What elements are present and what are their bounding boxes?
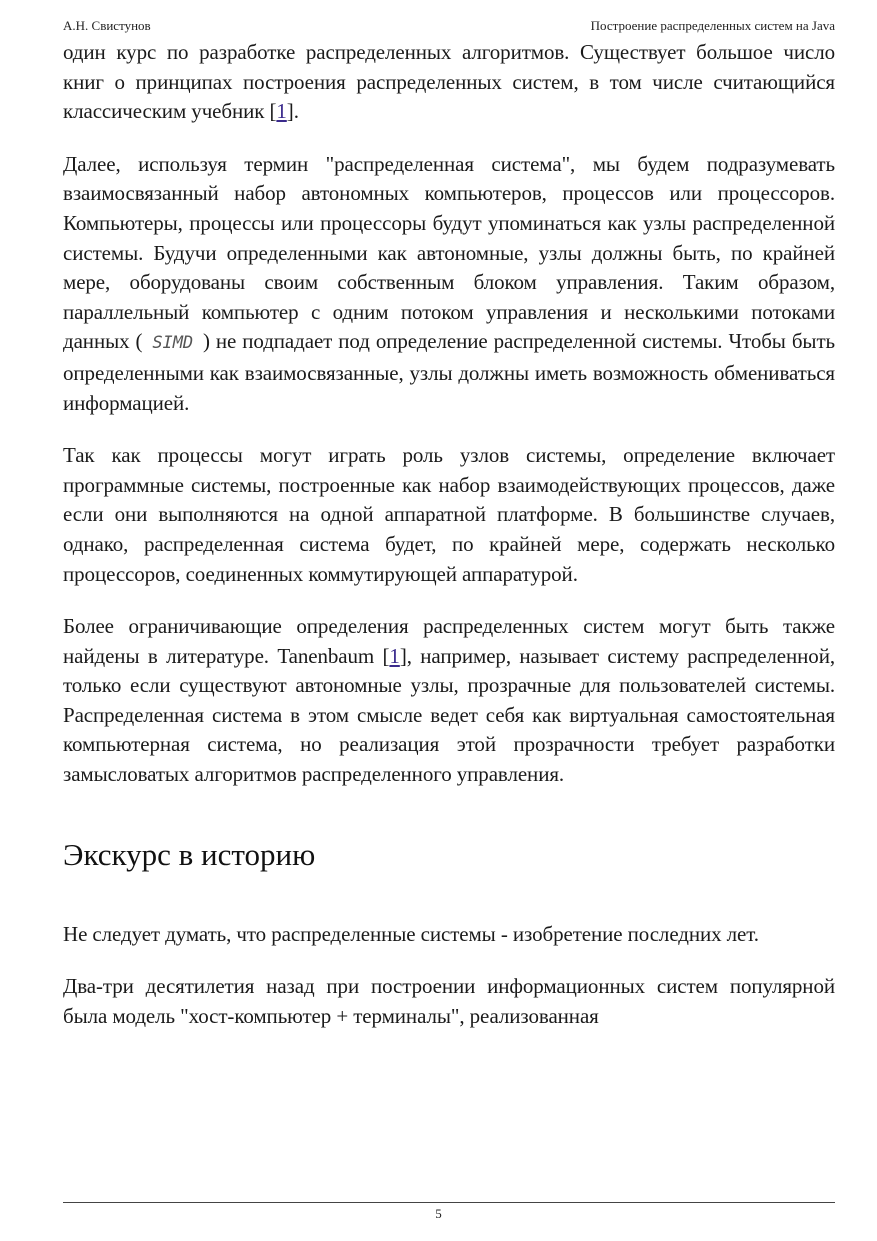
paragraph-1-text-after: ]. <box>286 99 299 124</box>
paragraph-6: Два-три десятилетия назад при построении информационных систем популярной была модель "хост-компьютер + терминалы", реализованная <box>63 974 835 1028</box>
reference-link-2[interactable]: 1 <box>389 643 400 668</box>
paragraph-5: Не следует думать, что распределенные системы - изобретение последних лет. <box>63 921 759 946</box>
paragraph-2-text-before: Далее, используя термин "распределенная система", мы будем подразумевать взаимосвязанный набор автономных компьютеров, процессов или процессоров. Компьютеры, процессы или процессоры будут упоминаться как узлы распределенной системы. Будучи определенными как автономные, узлы должны быть, по крайней мере, оборудованы своим собственным блоком управления. Таким образом, параллельный компьютер с одним потоком управления и несколькими потоками данных ( <box>63 151 835 354</box>
paragraph-4-text-after: ], например, называет систему распределенной, только если существуют автономные узлы, прозрачные для пользователей системы. Распределенная система в этом смысле ведет себя как виртуальная самостоятельная компьютерная система, но реализация этой прозрачности требует разработки замысловатых алгоритмов распределенного управления. <box>63 643 835 787</box>
section-heading: Экскурс в историю <box>63 836 316 872</box>
paragraph-3: Так как процессы могут играть роль узлов системы, определение включает программные системы, построенные как набор взаимодействующих процессов, даже если они выполняются на одной аппаратной платформе. В большинстве случаев, однако, распределенная система будет, по крайней мере, содержать несколько процессоров, соединенных коммутирующей аппаратурой. <box>63 443 835 586</box>
simd-code: SIMD <box>152 333 193 354</box>
page-content <box>63 38 835 1054</box>
page-header <box>63 17 835 35</box>
footer-divider <box>63 1202 835 1203</box>
page-number: 5 <box>435 1206 442 1221</box>
paragraph-1-text-before: один курс по разработке распределенных алгоритмов. Существует большое число книг о принципах построения распределенных систем, в том числе считающийся классическим учебник [ <box>63 40 835 124</box>
paragraph-4-text-before: Более ограничивающие определения распределенных систем могут быть также найдены в литературе. Tanenbaum [ <box>63 614 835 668</box>
header-book-title: Построение распределенных систем на Java <box>590 18 835 33</box>
paragraph-2 <box>63 150 835 418</box>
reference-link-1[interactable]: 1 <box>276 99 287 124</box>
paragraph-4 <box>63 612 835 790</box>
paragraph-2-text-after: ) не подпадает под определение распределенной системы. Чтобы быть определенными как взаимосвязанные, узлы должны иметь возможность обмениваться информацией. <box>63 329 835 415</box>
paragraph-1 <box>63 38 835 127</box>
header-author: А.Н. Свистунов <box>63 18 151 33</box>
